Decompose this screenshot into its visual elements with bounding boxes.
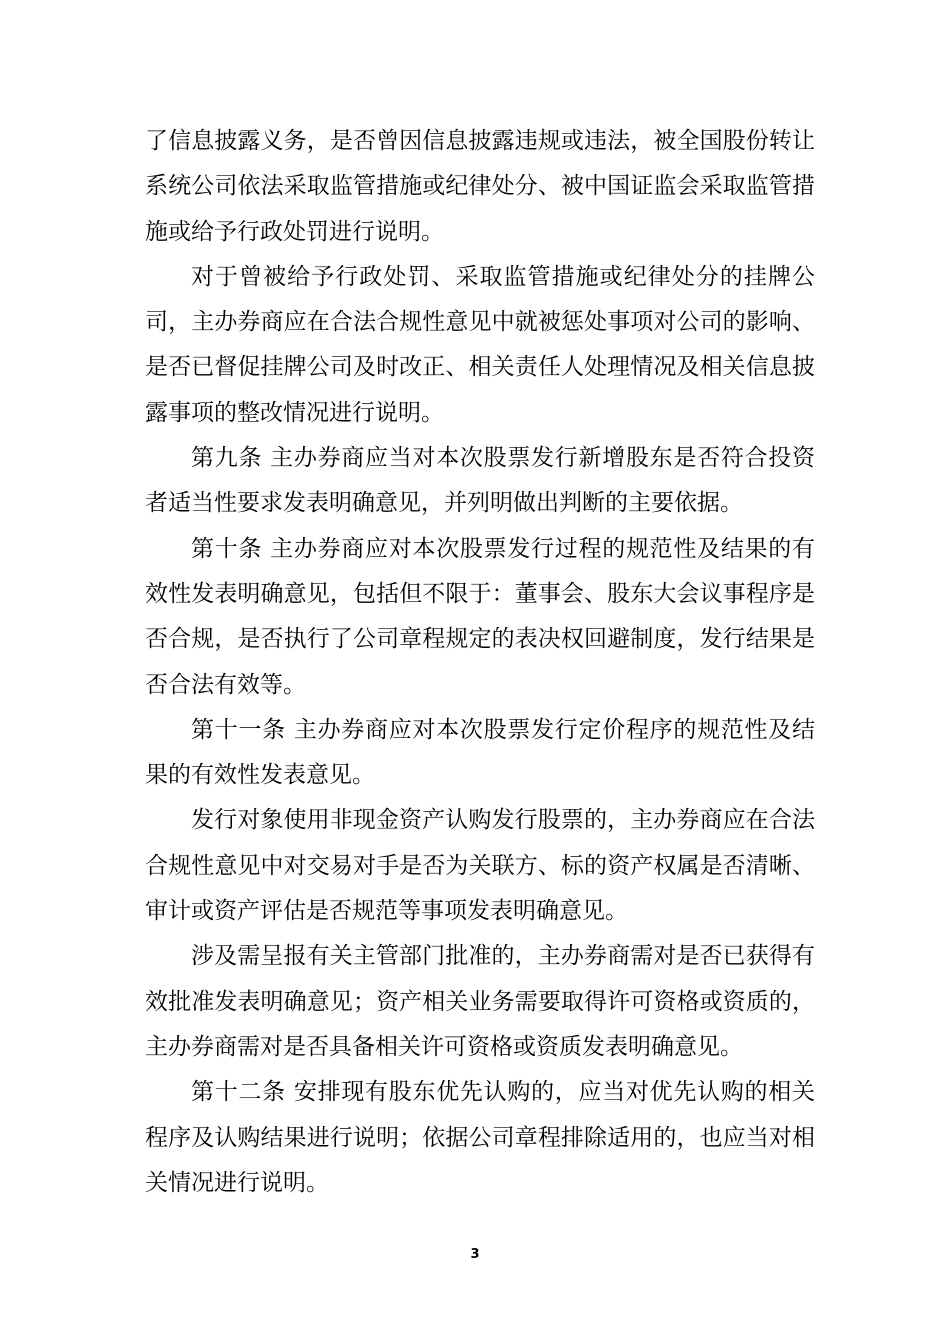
page-body xyxy=(145,119,815,1206)
paragraph-article-12: 第十二条 安排现有股东优先认购的，应当对优先认购的相关程序及认购结果进行说明；依据公司章程排除适用的，也应当对相关情况进行说明。 xyxy=(145,1079,815,1196)
paragraph-approval-requirements: 涉及需呈报有关主管部门批准的，主办券商需对是否已获得有效批准发表明确意见；资产相关业务需要取得许可资格或资质的，主办券商需对是否具备相关许可资格或资质发表明确意见。 xyxy=(145,943,815,1060)
paragraph-article-10: 第十条 主办券商应对本次股票发行过程的规范性及结果的有效性发表明确意见，包括但不限于：董事会、股东大会议事程序是否合规，是否执行了公司章程规定的表决权回避制度，发行结果是否合法有效等。 xyxy=(145,535,815,698)
paragraph-penalized-companies: 对于曾被给予行政处罚、采取监管措施或纪律处分的挂牌公司，主办券商应在合法合规性意见中就被惩处事项对公司的影响、是否已督促挂牌公司及时改正、相关责任人处理情况及相关信息披露事项的整改情况进行说明。 xyxy=(145,263,815,426)
paragraph-continuation: 了信息披露义务，是否曾因信息披露违规或违法，被全国股份转让系统公司依法采取监管措施或纪律处分、被中国证监会采取监管措施或给予行政处罚进行说明。 xyxy=(145,128,815,245)
page-number: 3 xyxy=(470,1247,480,1262)
paragraph-non-cash-assets: 发行对象使用非现金资产认购发行股票的，主办券商应在合法合规性意见中对交易对手是否为关联方、标的资产权属是否清晰、审计或资产评估是否规范等事项发表明确意见。 xyxy=(145,807,815,925)
paragraph-article-11: 第十一条 主办券商应对本次股票发行定价程序的规范性及结果的有效性发表意见。 xyxy=(145,716,815,789)
paragraph-article-9: 第九条 主办券商应当对本次股票发行新增股东是否符合投资者适当性要求发表明确意见，并列明做出判断的主要依据。 xyxy=(145,445,815,517)
